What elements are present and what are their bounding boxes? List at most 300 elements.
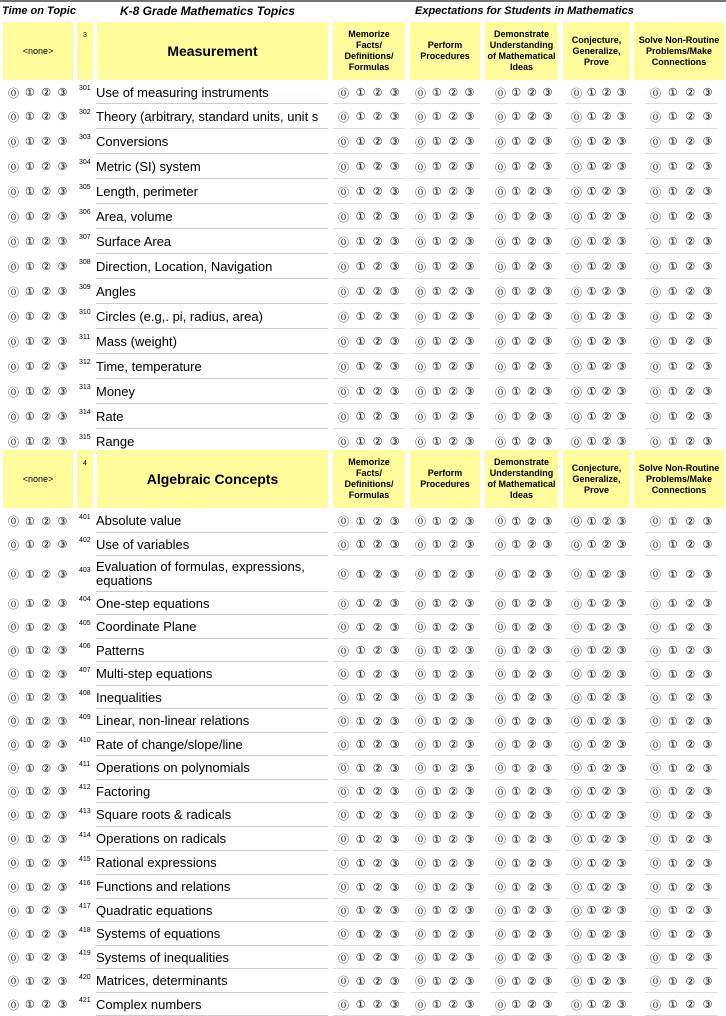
rating-bubble-0[interactable]: ⓪ [650, 515, 661, 528]
rating-bubble-0[interactable]: ⓪ [495, 86, 506, 100]
rating-bubble-0[interactable]: ⓪ [650, 410, 661, 424]
rating-bubble-3[interactable]: ③ [542, 160, 553, 173]
rating-bubble-1[interactable]: ① [586, 335, 597, 348]
rating-bubble-1[interactable]: ① [511, 160, 522, 173]
rating-bubble-0[interactable]: ⓪ [650, 928, 661, 941]
rating-bubble-3[interactable]: ③ [464, 514, 475, 528]
rating-bubble-3[interactable]: ③ [702, 714, 713, 728]
rating-bubble-3[interactable]: ③ [389, 160, 400, 173]
rating-bubble-1[interactable]: ① [24, 538, 35, 551]
rating-bubble-2[interactable]: ② [526, 785, 537, 798]
rating-bubble-1[interactable]: ① [511, 514, 522, 528]
rating-bubble-1[interactable]: ① [511, 761, 522, 775]
rating-bubble-3[interactable]: ③ [464, 567, 475, 581]
rating-bubble-3[interactable]: ③ [616, 260, 627, 273]
rating-bubble-2[interactable]: ② [448, 514, 459, 528]
rating-bubble-2[interactable]: ② [448, 135, 459, 148]
rating-bubble-0[interactable]: ⓪ [650, 285, 661, 299]
rating-bubble-3[interactable]: ③ [616, 714, 627, 728]
rating-bubble-3[interactable]: ③ [389, 738, 400, 751]
rating-bubble-0[interactable]: ⓪ [338, 857, 349, 870]
rating-bubble-2[interactable]: ② [372, 808, 383, 822]
rating-bubble-1[interactable]: ① [24, 620, 35, 634]
rating-bubble-1[interactable]: ① [511, 808, 522, 822]
rating-bubble-3[interactable]: ③ [57, 86, 68, 99]
rating-bubble-2[interactable]: ② [601, 435, 612, 448]
rating-bubble-3[interactable]: ③ [57, 832, 68, 846]
rating-bubble-2[interactable]: ② [601, 410, 612, 423]
rating-bubble-1[interactable]: ① [431, 785, 442, 798]
rating-bubble-1[interactable]: ① [586, 135, 597, 148]
rating-bubble-1[interactable]: ① [511, 210, 522, 223]
rating-bubble-1[interactable]: ① [586, 185, 597, 198]
rating-bubble-2[interactable]: ② [41, 310, 52, 323]
rating-bubble-1[interactable]: ① [24, 385, 35, 398]
rating-bubble-1[interactable]: ① [667, 904, 678, 917]
rating-bubble-2[interactable]: ② [372, 86, 383, 99]
rating-bubble-1[interactable]: ① [511, 974, 522, 988]
rating-bubble-1[interactable]: ① [586, 880, 597, 894]
rating-bubble-2[interactable]: ② [448, 998, 459, 1011]
rating-bubble-3[interactable]: ③ [616, 285, 627, 298]
rating-bubble-1[interactable]: ① [355, 285, 366, 298]
rating-bubble-2[interactable]: ② [526, 514, 537, 528]
rating-bubble-3[interactable]: ③ [616, 761, 627, 775]
rating-bubble-0[interactable]: ⓪ [8, 110, 19, 124]
rating-bubble-1[interactable]: ① [667, 135, 678, 148]
rating-bubble-2[interactable]: ② [601, 974, 612, 988]
rating-bubble-2[interactable]: ② [526, 86, 537, 99]
rating-bubble-0[interactable]: ⓪ [415, 809, 426, 822]
rating-bubble-3[interactable]: ③ [389, 880, 400, 894]
rating-bubble-1[interactable]: ① [24, 832, 35, 846]
rating-bubble-2[interactable]: ② [372, 185, 383, 198]
rating-bubble-2[interactable]: ② [601, 998, 612, 1011]
rating-bubble-0[interactable]: ⓪ [338, 621, 349, 634]
rating-bubble-2[interactable]: ② [685, 597, 696, 610]
rating-bubble-3[interactable]: ③ [542, 691, 553, 704]
rating-bubble-0[interactable]: ⓪ [338, 135, 349, 149]
rating-bubble-3[interactable]: ③ [542, 135, 553, 148]
rating-bubble-3[interactable]: ③ [616, 210, 627, 223]
rating-bubble-1[interactable]: ① [667, 110, 678, 123]
rating-bubble-0[interactable]: ⓪ [650, 135, 661, 149]
rating-bubble-3[interactable]: ③ [542, 235, 553, 248]
rating-bubble-2[interactable]: ② [448, 761, 459, 775]
rating-bubble-0[interactable]: ⓪ [8, 904, 19, 918]
rating-bubble-3[interactable]: ③ [464, 832, 475, 846]
rating-bubble-2[interactable]: ② [372, 904, 383, 917]
rating-bubble-1[interactable]: ① [431, 410, 442, 423]
rating-bubble-2[interactable]: ② [448, 597, 459, 610]
rating-bubble-0[interactable]: ⓪ [8, 568, 19, 581]
rating-bubble-1[interactable]: ① [667, 974, 678, 988]
rating-bubble-3[interactable]: ③ [389, 135, 400, 148]
rating-bubble-0[interactable]: ⓪ [338, 998, 349, 1012]
rating-bubble-3[interactable]: ③ [542, 738, 553, 751]
rating-bubble-1[interactable]: ① [586, 761, 597, 775]
rating-bubble-0[interactable]: ⓪ [495, 975, 506, 988]
rating-bubble-1[interactable]: ① [24, 667, 35, 681]
rating-bubble-0[interactable]: ⓪ [8, 621, 19, 634]
rating-bubble-1[interactable]: ① [667, 785, 678, 798]
rating-bubble-1[interactable]: ① [511, 856, 522, 870]
rating-bubble-3[interactable]: ③ [389, 235, 400, 248]
rating-bubble-2[interactable]: ② [41, 285, 52, 298]
rating-bubble-2[interactable]: ② [448, 435, 459, 448]
rating-bubble-0[interactable]: ⓪ [415, 668, 426, 681]
rating-bubble-1[interactable]: ① [586, 410, 597, 423]
rating-bubble-2[interactable]: ② [526, 135, 537, 148]
rating-bubble-2[interactable]: ② [685, 904, 696, 917]
rating-bubble-2[interactable]: ② [372, 385, 383, 398]
rating-bubble-1[interactable]: ① [355, 86, 366, 99]
rating-bubble-2[interactable]: ② [685, 86, 696, 99]
rating-bubble-3[interactable]: ③ [542, 904, 553, 917]
rating-bubble-0[interactable]: ⓪ [338, 310, 349, 324]
rating-bubble-3[interactable]: ③ [616, 110, 627, 123]
rating-bubble-3[interactable]: ③ [57, 360, 68, 373]
rating-bubble-2[interactable]: ② [685, 880, 696, 894]
rating-bubble-1[interactable]: ① [586, 260, 597, 273]
rating-bubble-1[interactable]: ① [431, 135, 442, 148]
rating-bubble-0[interactable]: ⓪ [415, 691, 426, 705]
rating-bubble-0[interactable]: ⓪ [415, 385, 426, 399]
rating-bubble-0[interactable]: ⓪ [571, 881, 582, 894]
rating-bubble-0[interactable]: ⓪ [8, 86, 19, 100]
rating-bubble-1[interactable]: ① [24, 761, 35, 775]
rating-bubble-0[interactable]: ⓪ [650, 644, 661, 658]
rating-bubble-0[interactable]: ⓪ [650, 762, 661, 775]
rating-bubble-3[interactable]: ③ [616, 185, 627, 198]
rating-bubble-1[interactable]: ① [511, 567, 522, 581]
rating-bubble-0[interactable]: ⓪ [415, 568, 426, 581]
rating-bubble-2[interactable]: ② [601, 667, 612, 681]
rating-bubble-0[interactable]: ⓪ [8, 260, 19, 274]
rating-bubble-1[interactable]: ① [511, 435, 522, 448]
rating-bubble-2[interactable]: ② [372, 832, 383, 846]
rating-bubble-2[interactable]: ② [526, 880, 537, 894]
rating-bubble-1[interactable]: ① [667, 567, 678, 581]
rating-bubble-3[interactable]: ③ [542, 856, 553, 870]
rating-bubble-0[interactable]: ⓪ [8, 435, 19, 449]
rating-bubble-3[interactable]: ③ [702, 160, 713, 173]
rating-bubble-0[interactable]: ⓪ [495, 621, 506, 634]
rating-bubble-3[interactable]: ③ [57, 160, 68, 173]
rating-bubble-0[interactable]: ⓪ [495, 285, 506, 299]
rating-bubble-2[interactable]: ② [41, 785, 52, 798]
rating-bubble-1[interactable]: ① [24, 880, 35, 894]
rating-bubble-3[interactable]: ③ [702, 880, 713, 894]
rating-bubble-3[interactable]: ③ [464, 235, 475, 248]
rating-bubble-3[interactable]: ③ [57, 738, 68, 751]
rating-bubble-1[interactable]: ① [667, 738, 678, 751]
rating-bubble-3[interactable]: ③ [464, 110, 475, 123]
rating-bubble-1[interactable]: ① [586, 785, 597, 798]
rating-bubble-3[interactable]: ③ [57, 667, 68, 681]
rating-bubble-3[interactable]: ③ [702, 998, 713, 1011]
rating-bubble-3[interactable]: ③ [616, 235, 627, 248]
rating-bubble-3[interactable]: ③ [57, 335, 68, 348]
rating-bubble-1[interactable]: ① [511, 832, 522, 846]
rating-bubble-2[interactable]: ② [372, 210, 383, 223]
rating-bubble-2[interactable]: ② [448, 832, 459, 846]
rating-bubble-3[interactable]: ③ [616, 856, 627, 870]
rating-bubble-3[interactable]: ③ [542, 567, 553, 581]
rating-bubble-2[interactable]: ② [372, 974, 383, 988]
rating-bubble-1[interactable]: ① [24, 185, 35, 198]
rating-bubble-1[interactable]: ① [355, 310, 366, 323]
rating-bubble-2[interactable]: ② [372, 738, 383, 751]
rating-bubble-0[interactable]: ⓪ [8, 881, 19, 894]
rating-bubble-1[interactable]: ① [24, 974, 35, 988]
rating-bubble-2[interactable]: ② [601, 538, 612, 551]
rating-bubble-0[interactable]: ⓪ [8, 135, 19, 149]
rating-bubble-0[interactable]: ⓪ [571, 833, 582, 846]
rating-bubble-2[interactable]: ② [685, 410, 696, 423]
rating-bubble-2[interactable]: ② [448, 927, 459, 941]
rating-bubble-1[interactable]: ① [355, 260, 366, 273]
rating-bubble-2[interactable]: ② [526, 360, 537, 373]
rating-bubble-0[interactable]: ⓪ [495, 185, 506, 199]
rating-bubble-3[interactable]: ③ [702, 335, 713, 348]
rating-bubble-3[interactable]: ③ [464, 951, 475, 964]
rating-bubble-2[interactable]: ② [685, 785, 696, 798]
rating-bubble-0[interactable]: ⓪ [415, 185, 426, 199]
rating-bubble-3[interactable]: ③ [389, 260, 400, 273]
rating-bubble-1[interactable]: ① [431, 856, 442, 870]
rating-bubble-1[interactable]: ① [667, 260, 678, 273]
rating-bubble-0[interactable]: ⓪ [338, 435, 349, 449]
rating-bubble-3[interactable]: ③ [702, 927, 713, 941]
rating-bubble-2[interactable]: ② [685, 808, 696, 822]
rating-bubble-0[interactable]: ⓪ [338, 110, 349, 124]
rating-bubble-3[interactable]: ③ [57, 714, 68, 728]
rating-bubble-3[interactable]: ③ [389, 691, 400, 704]
rating-bubble-3[interactable]: ③ [542, 185, 553, 198]
rating-bubble-0[interactable]: ⓪ [571, 210, 582, 224]
rating-bubble-1[interactable]: ① [586, 310, 597, 323]
rating-bubble-0[interactable]: ⓪ [495, 597, 506, 611]
rating-bubble-2[interactable]: ② [685, 185, 696, 198]
rating-bubble-1[interactable]: ① [431, 235, 442, 248]
rating-bubble-2[interactable]: ② [601, 644, 612, 657]
rating-bubble-3[interactable]: ③ [57, 785, 68, 798]
rating-bubble-3[interactable]: ③ [57, 410, 68, 423]
rating-bubble-3[interactable]: ③ [389, 210, 400, 223]
rating-bubble-1[interactable]: ① [355, 335, 366, 348]
rating-bubble-3[interactable]: ③ [702, 761, 713, 775]
rating-bubble-1[interactable]: ① [586, 998, 597, 1011]
rating-bubble-0[interactable]: ⓪ [650, 538, 661, 552]
rating-bubble-1[interactable]: ① [667, 691, 678, 704]
rating-bubble-3[interactable]: ③ [464, 86, 475, 99]
rating-bubble-0[interactable]: ⓪ [338, 260, 349, 274]
rating-bubble-3[interactable]: ③ [389, 285, 400, 298]
rating-bubble-3[interactable]: ③ [57, 210, 68, 223]
rating-bubble-2[interactable]: ② [41, 951, 52, 964]
rating-bubble-3[interactable]: ③ [464, 538, 475, 551]
rating-bubble-1[interactable]: ① [355, 785, 366, 798]
rating-bubble-0[interactable]: ⓪ [571, 410, 582, 424]
rating-bubble-3[interactable]: ③ [464, 135, 475, 148]
rating-bubble-1[interactable]: ① [355, 620, 366, 634]
rating-bubble-0[interactable]: ⓪ [495, 691, 506, 705]
rating-bubble-3[interactable]: ③ [616, 385, 627, 398]
rating-bubble-0[interactable]: ⓪ [8, 410, 19, 424]
rating-bubble-3[interactable]: ③ [389, 785, 400, 798]
rating-bubble-0[interactable]: ⓪ [495, 668, 506, 681]
rating-bubble-0[interactable]: ⓪ [650, 904, 661, 918]
rating-bubble-2[interactable]: ② [526, 285, 537, 298]
rating-bubble-3[interactable]: ③ [702, 856, 713, 870]
rating-bubble-2[interactable]: ② [41, 385, 52, 398]
rating-bubble-3[interactable]: ③ [57, 808, 68, 822]
rating-bubble-0[interactable]: ⓪ [8, 185, 19, 199]
rating-bubble-3[interactable]: ③ [616, 691, 627, 704]
rating-bubble-0[interactable]: ⓪ [8, 538, 19, 552]
rating-bubble-1[interactable]: ① [355, 210, 366, 223]
rating-bubble-0[interactable]: ⓪ [650, 385, 661, 399]
rating-bubble-0[interactable]: ⓪ [415, 110, 426, 124]
rating-bubble-0[interactable]: ⓪ [495, 715, 506, 728]
rating-bubble-1[interactable]: ① [355, 880, 366, 894]
rating-bubble-1[interactable]: ① [667, 998, 678, 1011]
rating-bubble-2[interactable]: ② [41, 185, 52, 198]
rating-bubble-2[interactable]: ② [41, 567, 52, 581]
rating-bubble-2[interactable]: ② [685, 160, 696, 173]
rating-bubble-0[interactable]: ⓪ [571, 975, 582, 988]
rating-bubble-1[interactable]: ① [24, 597, 35, 610]
rating-bubble-2[interactable]: ② [685, 435, 696, 448]
rating-bubble-2[interactable]: ② [372, 160, 383, 173]
rating-bubble-1[interactable]: ① [355, 410, 366, 423]
rating-bubble-1[interactable]: ① [586, 235, 597, 248]
rating-bubble-3[interactable]: ③ [57, 385, 68, 398]
rating-bubble-3[interactable]: ③ [464, 738, 475, 751]
rating-bubble-0[interactable]: ⓪ [495, 904, 506, 918]
rating-bubble-3[interactable]: ③ [616, 335, 627, 348]
rating-bubble-0[interactable]: ⓪ [650, 568, 661, 581]
rating-bubble-0[interactable]: ⓪ [571, 435, 582, 449]
rating-bubble-1[interactable]: ① [355, 538, 366, 551]
rating-bubble-0[interactable]: ⓪ [8, 857, 19, 870]
rating-bubble-0[interactable]: ⓪ [650, 738, 661, 752]
rating-bubble-2[interactable]: ② [372, 785, 383, 798]
rating-bubble-1[interactable]: ① [511, 360, 522, 373]
rating-bubble-2[interactable]: ② [448, 310, 459, 323]
rating-bubble-3[interactable]: ③ [464, 761, 475, 775]
rating-bubble-1[interactable]: ① [431, 435, 442, 448]
rating-bubble-3[interactable]: ③ [57, 260, 68, 273]
rating-bubble-3[interactable]: ③ [57, 435, 68, 448]
rating-bubble-2[interactable]: ② [601, 310, 612, 323]
rating-bubble-3[interactable]: ③ [464, 808, 475, 822]
rating-bubble-0[interactable]: ⓪ [495, 210, 506, 224]
rating-bubble-2[interactable]: ② [601, 761, 612, 775]
rating-bubble-2[interactable]: ② [685, 210, 696, 223]
rating-bubble-2[interactable]: ② [448, 808, 459, 822]
rating-bubble-0[interactable]: ⓪ [650, 597, 661, 611]
rating-bubble-1[interactable]: ① [24, 567, 35, 581]
rating-bubble-3[interactable]: ③ [616, 135, 627, 148]
rating-bubble-1[interactable]: ① [355, 160, 366, 173]
rating-bubble-3[interactable]: ③ [542, 785, 553, 798]
rating-bubble-0[interactable]: ⓪ [415, 435, 426, 449]
rating-bubble-3[interactable]: ③ [542, 927, 553, 941]
rating-bubble-3[interactable]: ③ [542, 761, 553, 775]
rating-bubble-1[interactable]: ① [667, 360, 678, 373]
rating-bubble-2[interactable]: ② [448, 691, 459, 704]
rating-bubble-2[interactable]: ② [372, 761, 383, 775]
rating-bubble-1[interactable]: ① [586, 514, 597, 528]
rating-bubble-3[interactable]: ③ [464, 880, 475, 894]
rating-bubble-0[interactable]: ⓪ [495, 568, 506, 581]
rating-bubble-2[interactable]: ② [526, 597, 537, 610]
rating-bubble-0[interactable]: ⓪ [571, 785, 582, 799]
rating-bubble-0[interactable]: ⓪ [338, 881, 349, 894]
rating-bubble-3[interactable]: ③ [57, 998, 68, 1011]
rating-bubble-1[interactable]: ① [511, 714, 522, 728]
rating-bubble-0[interactable]: ⓪ [571, 738, 582, 752]
rating-bubble-1[interactable]: ① [586, 691, 597, 704]
rating-bubble-0[interactable]: ⓪ [338, 691, 349, 705]
rating-bubble-0[interactable]: ⓪ [8, 998, 19, 1012]
rating-bubble-2[interactable]: ② [601, 714, 612, 728]
rating-bubble-0[interactable]: ⓪ [571, 538, 582, 552]
rating-bubble-3[interactable]: ③ [389, 110, 400, 123]
rating-bubble-1[interactable]: ① [431, 567, 442, 581]
rating-bubble-0[interactable]: ⓪ [571, 668, 582, 681]
rating-bubble-0[interactable]: ⓪ [415, 86, 426, 100]
rating-bubble-1[interactable]: ① [586, 385, 597, 398]
rating-bubble-2[interactable]: ② [685, 260, 696, 273]
rating-bubble-0[interactable]: ⓪ [650, 975, 661, 988]
rating-bubble-3[interactable]: ③ [616, 514, 627, 528]
rating-bubble-2[interactable]: ② [685, 998, 696, 1011]
rating-bubble-3[interactable]: ③ [702, 235, 713, 248]
rating-bubble-2[interactable]: ② [448, 974, 459, 988]
rating-bubble-3[interactable]: ③ [616, 86, 627, 99]
rating-bubble-2[interactable]: ② [601, 927, 612, 941]
rating-bubble-1[interactable]: ① [511, 410, 522, 423]
rating-bubble-3[interactable]: ③ [57, 644, 68, 657]
rating-bubble-3[interactable]: ③ [389, 927, 400, 941]
rating-bubble-0[interactable]: ⓪ [415, 833, 426, 846]
rating-bubble-2[interactable]: ② [526, 714, 537, 728]
rating-bubble-3[interactable]: ③ [702, 260, 713, 273]
rating-bubble-1[interactable]: ① [24, 285, 35, 298]
rating-bubble-1[interactable]: ① [24, 310, 35, 323]
rating-bubble-0[interactable]: ⓪ [571, 385, 582, 399]
rating-bubble-2[interactable]: ② [448, 880, 459, 894]
rating-bubble-2[interactable]: ② [601, 185, 612, 198]
rating-bubble-3[interactable]: ③ [389, 335, 400, 348]
rating-bubble-2[interactable]: ② [685, 235, 696, 248]
rating-bubble-1[interactable]: ① [355, 927, 366, 941]
rating-bubble-1[interactable]: ① [511, 110, 522, 123]
rating-bubble-2[interactable]: ② [526, 210, 537, 223]
rating-bubble-2[interactable]: ② [372, 514, 383, 528]
rating-bubble-0[interactable]: ⓪ [338, 335, 349, 349]
rating-bubble-0[interactable]: ⓪ [338, 644, 349, 658]
rating-bubble-2[interactable]: ② [685, 927, 696, 941]
rating-bubble-3[interactable]: ③ [542, 335, 553, 348]
rating-bubble-1[interactable]: ① [511, 285, 522, 298]
rating-bubble-0[interactable]: ⓪ [650, 86, 661, 100]
rating-bubble-3[interactable]: ③ [464, 974, 475, 988]
rating-bubble-2[interactable]: ② [526, 974, 537, 988]
